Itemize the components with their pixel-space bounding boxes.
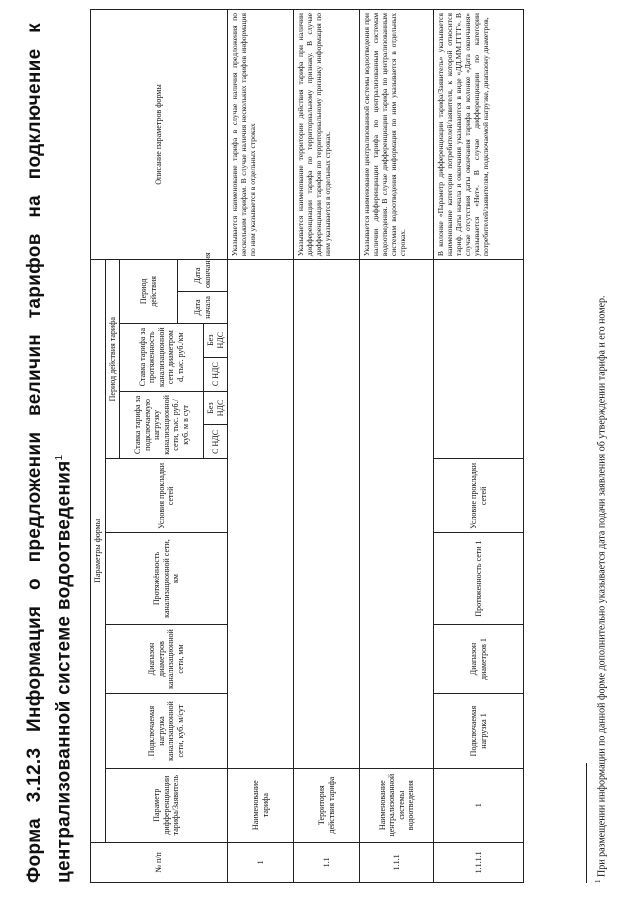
form-title bbox=[22, 23, 76, 883]
footnote-mark: 1 bbox=[594, 879, 602, 883]
header-form-params: Параметры формы bbox=[91, 260, 106, 843]
header-num: № п/п bbox=[91, 842, 228, 882]
row-load-sub: 1 bbox=[478, 713, 488, 718]
form-title-text: Форма 3.12.3 Информация о предложении величин тарифов на подключение к централизованной системе водоотведения bbox=[24, 23, 75, 883]
header-rate-length-with-vat: С НДС bbox=[204, 357, 228, 391]
row-empty-cells bbox=[294, 260, 360, 769]
row-description: В колонке «Параметр дифференциации тарифа/Заявитель» указывается наименование категории потребителей/заявителя, к которой относится тариф. Даты начала и окончания указываются в виде «ДД.ММ.ГГГГ». В случае отсутствия даты окончания тарифа в колонке «Дата окончания» указывается «Нет». В случае дифференциации по категории потребителей/заявителям, подключаемой нагрузке, диапазону диаметров, bbox=[434, 10, 524, 260]
row-load-label: Подключаемая нагрузка bbox=[469, 705, 488, 757]
row-diameter bbox=[434, 624, 524, 694]
tariff-form-table bbox=[90, 9, 524, 883]
row-empty-cells bbox=[228, 260, 294, 769]
header-description: Описание параметров формы bbox=[91, 10, 228, 260]
title-footnote-mark: 1 bbox=[54, 454, 65, 461]
row-description: Указывается наименование территории действия тарифа при наличии дифференциации тарифа по территориальному признаку. В случае дифференциации тарифов по территориальному признаку информация по ним указывается в отдельных строках. bbox=[294, 10, 360, 260]
row-empty-cells bbox=[360, 260, 434, 769]
row-diameter-label: Диапазон диаметров bbox=[469, 642, 488, 680]
table-row bbox=[434, 10, 524, 883]
header-length: Протяжённость канализационной сети, км bbox=[105, 533, 228, 624]
row-length-label: Протяженность сети bbox=[473, 546, 483, 617]
footnote-text: При размещении информации по данной форме дополнительно указывается дата подачи заявления об утверждении тарифа и его номер. bbox=[596, 295, 608, 877]
row-num: 1 bbox=[228, 842, 294, 882]
row-description: Указывается наименование тарифа в случае наличия предложения по нескольким тарифам. В случае наличия нескольких тарифов информация по ним указывается в отдельных строках bbox=[228, 10, 294, 260]
row-length bbox=[434, 533, 524, 624]
row-param: Наименование тарифа bbox=[228, 768, 294, 842]
table-row bbox=[360, 10, 434, 883]
header-load: Подключаемая нагрузка канализационной сети, куб. м/сут bbox=[105, 694, 228, 768]
header-diameter: Диапазон диаметров канализационной сети, мм bbox=[105, 624, 228, 694]
row-num: 1.1.1 bbox=[360, 842, 434, 882]
row-diameter-sub: 1 bbox=[478, 638, 488, 643]
header-conditions: Условия прокладки сетей bbox=[105, 459, 228, 533]
row-empty-cells bbox=[434, 260, 524, 459]
header-rate-load-with-vat: С НДС bbox=[204, 425, 228, 459]
row-conditions: Условие прокладки сетей bbox=[434, 459, 524, 533]
header-action-period: Период действия bbox=[120, 260, 178, 324]
footnote bbox=[592, 183, 608, 883]
row-description: Указывается наименование централизованной системы водоотведения при наличии дифференциации тарифа по централизованным системам водоотведения. В случае дифференциации тарифа по централизованным системам водоотведения информация по ним указывается в отдельных строках. bbox=[360, 10, 434, 260]
header-rate-load: Ставка тарифа за подключаемую нагрузку канализационной сети, тыс. руб./куб. м в сут bbox=[120, 391, 204, 459]
footnote-divider bbox=[586, 763, 587, 883]
header-period-group: Период действия тарифа bbox=[105, 260, 120, 459]
header-end-date: Дата окончания bbox=[178, 260, 228, 292]
header-rate-load-without-vat: Без НДС bbox=[204, 391, 228, 425]
table-row bbox=[228, 10, 294, 883]
header-param: Параметр дифференциации тарифа/Заявитель bbox=[105, 768, 228, 842]
header-rate-length: Ставка тарифа за протяженность канализационной сети диаметром d, тыс. руб./км bbox=[120, 323, 204, 391]
row-param-sub: 1 bbox=[434, 768, 524, 842]
header-rate-length-without-vat: Без НДС bbox=[204, 323, 228, 357]
header-start-date: Дата начала bbox=[178, 292, 228, 324]
row-length-sub: 1 bbox=[473, 540, 483, 545]
row-num: 1.1 bbox=[294, 842, 360, 882]
table-row bbox=[294, 10, 360, 883]
row-num: 1.1.1.1 bbox=[434, 842, 524, 882]
row-load bbox=[434, 694, 524, 768]
row-param: Наименование централизованной системы водоотведения bbox=[360, 768, 434, 842]
row-param: Территория действия тарифа bbox=[294, 768, 360, 842]
